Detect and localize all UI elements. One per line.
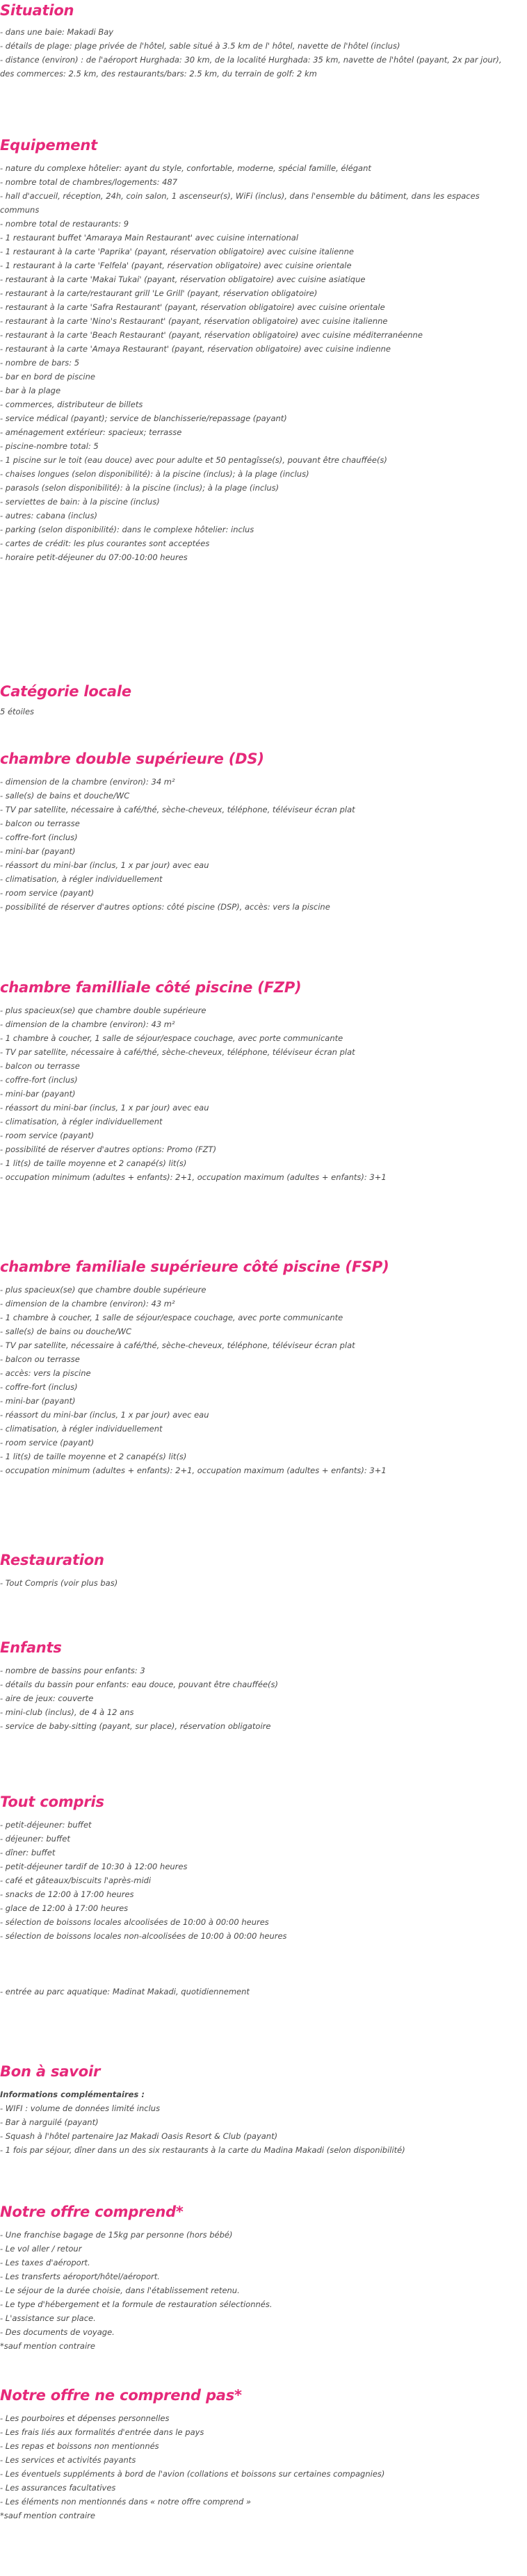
list-item: - restaurant à la carte 'Makai Tukai' (payant, réservation obligatoire) avec cuisine asiatique <box>0 274 366 284</box>
list-item: - possibilité de réserver d'autres options: Promo (FZT) <box>0 1145 217 1154</box>
list-item: - room service (payant) <box>0 1131 95 1140</box>
list-item: - petit-déjeuner tardif de 10:30 à 12:00 heures <box>0 1862 188 1871</box>
section-lines <box>0 2228 517 2353</box>
list-item: - hall d'accueil, réception, 24h, coin salon, 1 ascenseur(s), WiFi (inclus), dans l'ensemble du bâtiment, dans les espaces communs <box>0 191 480 215</box>
list-item: - Les assurances facultatives <box>0 2483 116 2493</box>
list-item: - room service (payant) <box>0 1438 95 1447</box>
list-item: - coffre-fort (inclus) <box>0 832 78 842</box>
section-lines <box>0 1283 517 1477</box>
list-item: - dimension de la chambre (environ): 34 m² <box>0 777 175 787</box>
section-equipement <box>0 136 517 564</box>
section-title: Restauration <box>0 1552 104 1568</box>
list-item: - nombre total de chambres/logements: 487 <box>0 177 178 187</box>
list-item: - salle(s) de bains et douche/WC <box>0 791 130 801</box>
list-item: - Les éventuels suppléments à bord de l'avion (collations et boissons sur certaines compagnies) <box>0 2469 385 2479</box>
list-item: - restaurant à la carte 'Amaya Restaurant' (payant, réservation obligatoire) avec cuisine indienne <box>0 344 391 354</box>
list-item: - restaurant à la carte/restaurant grill 'Le Grill' (payant, réservation obligatoire) <box>0 288 318 298</box>
list-item: - dimension de la chambre (environ): 43 m² <box>0 1299 175 1308</box>
list-item: - 1 restaurant buffet 'Amaraya Main Restaurant' avec cuisine international <box>0 233 299 243</box>
list-item: - restaurant à la carte 'Safra Restaurant' (payant, réservation obligatoire) avec cuisine orientale <box>0 302 385 312</box>
section-situation <box>0 1 517 81</box>
list-item: - room service (payant) <box>0 888 95 898</box>
list-item: - détails du bassin pour enfants: eau douce, pouvant être chauffée(s) <box>0 1680 279 1689</box>
list-item: - sélection de boissons locales alcoolisées de 10:00 à 00:00 heures <box>0 1917 269 1927</box>
list-item: - chaises longues (selon disponibilité): à la piscine (inclus); à la plage (inclus) <box>0 469 309 479</box>
section-lines <box>0 1818 517 1999</box>
list-item: - Squash à l'hôtel partenaire Jaz Makadi Oasis Resort & Club (payant) <box>0 2131 278 2141</box>
list-item: - restaurant à la carte 'Beach Restaurant' (payant, réservation obligatoire) avec cuisine méditerranéenne <box>0 330 423 340</box>
section-title: Notre offre ne comprend pas* <box>0 2387 242 2404</box>
section-lines <box>0 2411 517 2522</box>
list-item: - Des documents de voyage. <box>0 2327 115 2337</box>
section-tout-compris <box>0 1793 517 1999</box>
list-item: - balcon ou terrasse <box>0 1061 80 1071</box>
list-item: - climatisation, à régler individuellement <box>0 1117 163 1126</box>
list-item: - occupation minimum (adultes + enfants): 2+1, occupation maximum (adultes + enfants): 3+1 <box>0 1466 387 1475</box>
list-item: - balcon ou terrasse <box>0 1354 80 1364</box>
list-item: - mini-club (inclus), de 4 à 12 ans <box>0 1707 134 1717</box>
list-item: - possibilité de réserver d'autres options: côté piscine (DSP), accès: vers la piscine <box>0 902 330 912</box>
list-item: - Tout Compris (voir plus bas) <box>0 1578 118 1588</box>
list-item: - restaurant à la carte 'Nino's Restaurant' (payant, réservation obligatoire) avec cuisine italienne <box>0 316 388 326</box>
section-title: Catégorie locale <box>0 683 131 700</box>
list-item: - Les pourboires et dépenses personnelles <box>0 2413 170 2423</box>
list-item: - détails de plage: plage privée de l'hôtel, sable situé à 3.5 km de l' hôtel, navette de l'hôtel (inclus) <box>0 41 400 51</box>
list-item: - parking (selon disponibilité): dans le complexe hôtelier: inclus <box>0 525 254 534</box>
section-lines <box>0 775 517 914</box>
spacer <box>0 1943 517 1957</box>
section-restauration <box>0 1551 517 1590</box>
list-item: - nombre de bassins pour enfants: 3 <box>0 1666 145 1675</box>
list-item: - plus spacieux(se) que chambre double supérieure <box>0 1006 206 1015</box>
section-title: chambre double supérieure (DS) <box>0 750 264 767</box>
info-heading: Informations complémentaires : <box>0 2090 145 2099</box>
footnote: *sauf mention contraire <box>0 2511 95 2520</box>
section-bon-a-savoir <box>0 2062 517 2157</box>
list-item: - 1 fois par séjour, dîner dans un des six restaurants à la carte du Madina Makadi (selon disponibilité) <box>0 2145 405 2155</box>
spacer <box>0 1971 517 1985</box>
list-item: - 1 piscine sur le toit (eau douce) avec pour adulte et 50 pentagîsse(s), pouvant être chauffée(s) <box>0 455 387 465</box>
list-item: - 1 lit(s) de taille moyenne et 2 canapé(s) lit(s) <box>0 1158 187 1168</box>
list-item: - climatisation, à régler individuellement <box>0 1424 163 1434</box>
list-item: - déjeuner: buffet <box>0 1834 70 1844</box>
list-item: - accès: vers la piscine <box>0 1368 91 1378</box>
list-item: - Les éléments non mentionnés dans « notre offre comprend » <box>0 2497 252 2507</box>
section-categorie-locale <box>0 682 517 719</box>
section-lines <box>0 705 517 719</box>
list-item: - glace de 12:00 à 17:00 heures <box>0 1903 129 1913</box>
list-item: - Les transferts aéroport/hôtel/aéroport. <box>0 2272 160 2281</box>
section-lines <box>0 1003 517 1184</box>
section-title: Notre offre comprend* <box>0 2204 184 2220</box>
list-item: - snacks de 12:00 à 17:00 heures <box>0 1889 134 1899</box>
list-item: - commerces, distributeur de billets <box>0 400 143 409</box>
list-item: - nombre de bars: 5 <box>0 358 80 368</box>
section-title: Situation <box>0 2 74 19</box>
section-lines <box>0 1664 517 1733</box>
list-item: - bar en bord de piscine <box>0 372 95 382</box>
list-item: - climatisation, à régler individuellement <box>0 874 163 884</box>
list-item: - Le séjour de la durée choisie, dans l'établissement retenu. <box>0 2286 240 2295</box>
list-item: - piscine-nombre total: 5 <box>0 441 99 451</box>
list-item: - dimension de la chambre (environ): 43 m² <box>0 1019 175 1029</box>
list-item: - 1 chambre à coucher, 1 salle de séjour/espace couchage, avec porte communicante <box>0 1313 343 1322</box>
list-item: - Les services et activités payants <box>0 2455 136 2465</box>
list-item: - service médical (payant); service de blanchisserie/repassage (payant) <box>0 413 287 423</box>
section-lines <box>0 25 517 81</box>
list-item: - aménagement extérieur: spacieux; terrasse <box>0 427 182 437</box>
section-title: chambre familiale supérieure côté piscine (FSP) <box>0 1258 389 1275</box>
list-item: - 1 lit(s) de taille moyenne et 2 canapé(s) lit(s) <box>0 1452 187 1461</box>
list-item: - occupation minimum (adultes + enfants): 2+1, occupation maximum (adultes + enfants): 3+1 <box>0 1172 387 1182</box>
list-item: - Les taxes d'aéroport. <box>0 2258 90 2267</box>
list-item: - L'assistance sur place. <box>0 2313 96 2323</box>
list-item: - coffre-fort (inclus) <box>0 1075 78 1085</box>
section-title: chambre familliale côté piscine (FZP) <box>0 979 302 996</box>
list-item: - horaire petit-déjeuner du 07:00-10:00 heures <box>0 552 188 562</box>
list-item: - distance (environ) : de l'aéroport Hurghada: 30 km, de la localité Hurghada: 35 km, navette de l'hôtel (payant, 2x par jour), des commerces: 2.5 km, des restaurants/bars: 2.5 km, du terrain de golf: 2 km <box>0 55 502 79</box>
list-item: - mini-bar (payant) <box>0 1089 76 1099</box>
list-item: - 1 restaurant à la carte 'Felfela' (payant, réservation obligatoire) avec cuisine orientale <box>0 261 352 270</box>
list-item: - TV par satellite, nécessaire à café/thé, sèche-cheveux, téléphone, téléviseur écran plat <box>0 1047 355 1057</box>
section-title: Tout compris <box>0 1794 104 1810</box>
list-item: - Le vol aller / retour <box>0 2244 82 2254</box>
list-item: - mini-bar (payant) <box>0 1396 76 1406</box>
list-item: - Les repas et boissons non mentionnés <box>0 2441 159 2451</box>
list-item: - balcon ou terrasse <box>0 819 80 828</box>
section-offre-ne-comprend-pas <box>0 2386 517 2522</box>
section-offre-comprend <box>0 2203 517 2353</box>
list-item: - petit-déjeuner: buffet <box>0 1820 92 1830</box>
list-item: - TV par satellite, nécessaire à café/thé, sèche-cheveux, téléphone, téléviseur écran plat <box>0 805 355 814</box>
list-item: - TV par satellite, nécessaire à café/thé, sèche-cheveux, téléphone, téléviseur écran plat <box>0 1340 355 1350</box>
list-item: - café et gâteaux/biscuits l'après-midi <box>0 1876 152 1885</box>
list-item: - dans une baie: Makadi Bay <box>0 27 114 37</box>
list-item: - serviettes de bain: à la piscine (inclus) <box>0 497 160 507</box>
list-item: - mini-bar (payant) <box>0 846 76 856</box>
section-chambre-familiale-superieure <box>0 1258 517 1477</box>
list-item: - nature du complexe hôtelier: ayant du style, confortable, moderne, spécial famille, élégant <box>0 163 371 173</box>
list-item: - réassort du mini-bar (inclus, 1 x par jour) avec eau <box>0 1103 209 1113</box>
list-item: - bar à la plage <box>0 386 61 395</box>
list-item: - dîner: buffet <box>0 1848 56 1857</box>
list-item: - 1 chambre à coucher, 1 salle de séjour/espace couchage, avec porte communicante <box>0 1033 343 1043</box>
footnote: *sauf mention contraire <box>0 2341 95 2351</box>
list-item: - autres: cabana (inclus) <box>0 511 97 520</box>
section-enfants <box>0 1639 517 1733</box>
section-lines <box>0 2087 517 2157</box>
section-title: Enfants <box>0 1639 62 1656</box>
list-item: - sélection de boissons locales non-alcoolisées de 10:00 à 00:00 heures <box>0 1931 287 1941</box>
list-item: - coffre-fort (inclus) <box>0 1382 78 1392</box>
list-item: - WIFI : volume de données limité inclus <box>0 2103 161 2113</box>
list-item: - Les frais liés aux formalités d'entrée dans le pays <box>0 2427 204 2437</box>
list-item: - réassort du mini-bar (inclus, 1 x par jour) avec eau <box>0 860 209 870</box>
section-chambre-familliale <box>0 978 517 1184</box>
list-item: - plus spacieux(se) que chambre double supérieure <box>0 1285 206 1295</box>
list-item: - salle(s) de bains ou douche/WC <box>0 1327 132 1336</box>
list-item: - service de baby-sitting (payant, sur place), réservation obligatoire <box>0 1721 271 1731</box>
list-item: - cartes de crédit: les plus courantes sont acceptées <box>0 539 210 548</box>
spacer <box>0 1957 517 1971</box>
section-chambre-double-superieure <box>0 750 517 914</box>
list-item: - entrée au parc aquatique: Madinat Makadi, quotidiennement <box>0 1987 250 1996</box>
list-item: - Une franchise bagage de 15kg par personne (hors bébé) <box>0 2230 233 2240</box>
section-lines <box>0 161 517 564</box>
list-item: 5 étoiles <box>0 707 35 716</box>
section-title: Equipement <box>0 137 97 154</box>
list-item: - 1 restaurant à la carte 'Paprika' (payant, réservation obligatoire) avec cuisine italienne <box>0 247 354 256</box>
list-item: - nombre total de restaurants: 9 <box>0 219 129 229</box>
list-item: - parasols (selon disponibilité): à la piscine (inclus); à la plage (inclus) <box>0 483 279 493</box>
list-item: - Le type d'hébergement et la formule de restauration sélectionnés. <box>0 2299 273 2309</box>
section-title: Bon à savoir <box>0 2063 101 2080</box>
list-item: - aire de jeux: couverte <box>0 1693 94 1703</box>
list-item: - Bar à narguilé (payant) <box>0 2117 99 2127</box>
section-lines <box>0 1576 517 1590</box>
list-item: - réassort du mini-bar (inclus, 1 x par jour) avec eau <box>0 1410 209 1420</box>
